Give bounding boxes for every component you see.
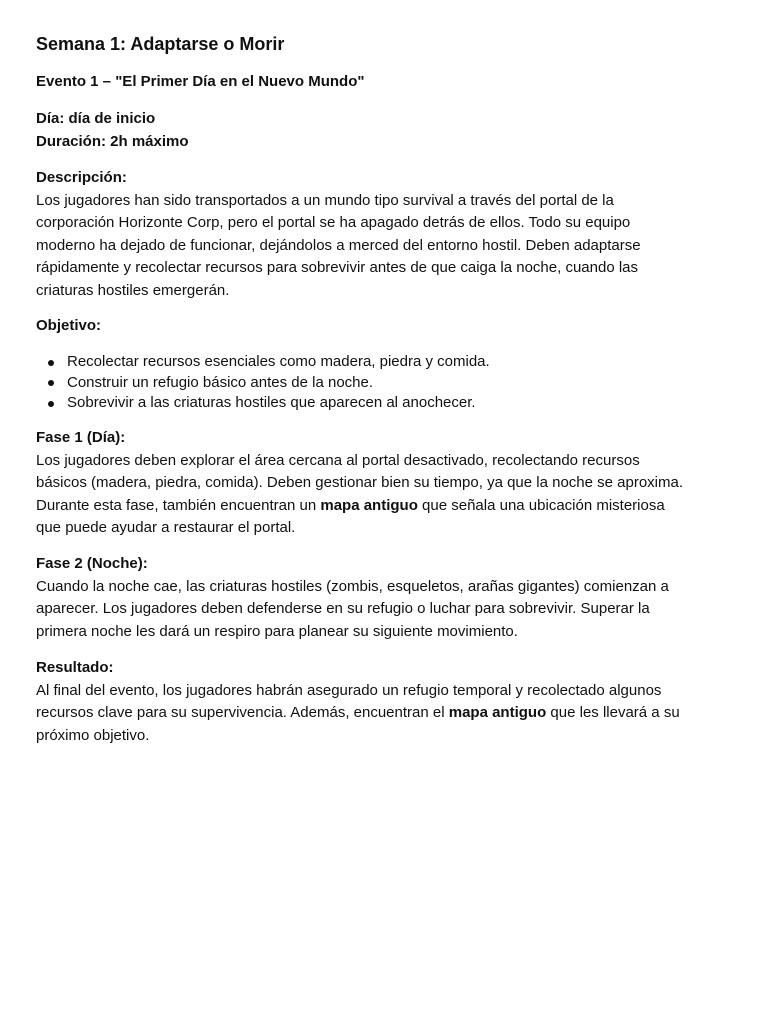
phase1-line: básicos (madera, piedra, comida). Deben gestionar bien su tiempo, ya que la noche se aproxima.	[36, 474, 684, 491]
page-title: Semana 1: Adaptarse o Morir	[36, 34, 285, 54]
bullet-icon	[48, 360, 54, 366]
day-line: Día: día de inicio	[36, 110, 156, 127]
result-text: recursos clave para su supervivencia. Además, encuentran el	[36, 704, 449, 721]
description-heading: Descripción:	[36, 169, 127, 186]
phase1-text: Durante esta fase, también encuentran un	[36, 496, 321, 514]
bullet-icon	[48, 380, 54, 386]
description-section	[36, 167, 736, 302]
phase2-heading: Fase 2 (Noche):	[36, 555, 148, 572]
description-line: corporación Horizonte Corp, pero el portal se ha apagado detrás de ellos. Todo su equipo	[36, 214, 631, 231]
objective-heading: Objetivo:	[36, 317, 102, 334]
list-item-text: Construir un refugio básico antes de la noche.	[67, 373, 374, 391]
description-line: moderno ha dejado de funcionar, dejándolos a merced del entorno hostil. Deben adaptarse	[36, 236, 641, 254]
phase2-section	[36, 553, 736, 643]
phase1-line: que puede ayudar a restaurar el portal.	[36, 519, 296, 536]
list-item	[36, 393, 736, 414]
result-text: que les llevará a su	[546, 704, 680, 721]
event-meta	[36, 108, 736, 153]
list-item-text: Sobrevivir a las criaturas hostiles que aparecen al anochecer.	[67, 394, 476, 411]
map-emphasis: mapa antiguo	[320, 496, 418, 514]
phase1-text: que señala una ubicación misteriosa	[417, 496, 665, 514]
phase2-line: primera noche les dará un respiro para planear su siguiente movimiento.	[36, 622, 518, 640]
result-heading: Resultado:	[36, 659, 114, 676]
duration-line: Duración: 2h máximo	[36, 132, 189, 150]
phase2-line: Cuando la noche cae, las criaturas hostiles (zombis, esqueletos, arañas gigantes) comienzan a	[36, 577, 669, 595]
map-emphasis: mapa antiguo	[448, 704, 547, 721]
description-line: rápidamente y recolectar recursos para sobrevivir antes de que caiga la noche, cuando las	[36, 259, 639, 276]
phase2-line: aparecer. Los jugadores deben defenderse en su refugio o luchar para sobrevivir. Superar la	[36, 600, 650, 617]
description-line: Los jugadores han sido transportados a un mundo tipo survival a través del portal de la	[36, 191, 614, 209]
result-section	[36, 657, 736, 747]
objective-list	[36, 352, 736, 414]
list-item-text: Recolectar recursos esenciales como madera, piedra y comida.	[67, 353, 490, 370]
result-line: próximo objetivo.	[36, 726, 150, 744]
phase1-line: Los jugadores deben explorar el área cercana al portal desactivado, recolectando recursos	[36, 451, 640, 469]
result-line: Al final del evento, los jugadores habrán asegurado un refugio temporal y recolectado algunos	[36, 681, 662, 699]
phase1-line	[36, 495, 736, 518]
description-line: criaturas hostiles emergerán.	[36, 281, 230, 299]
bullet-icon	[48, 401, 54, 407]
list-item	[36, 352, 736, 373]
event-title: Evento 1 – "El Primer Día en el Nuevo Mundo"	[36, 73, 365, 90]
result-line	[36, 702, 736, 725]
phase1-section	[36, 427, 736, 540]
list-item	[36, 373, 736, 394]
phase1-heading: Fase 1 (Día):	[36, 429, 126, 446]
